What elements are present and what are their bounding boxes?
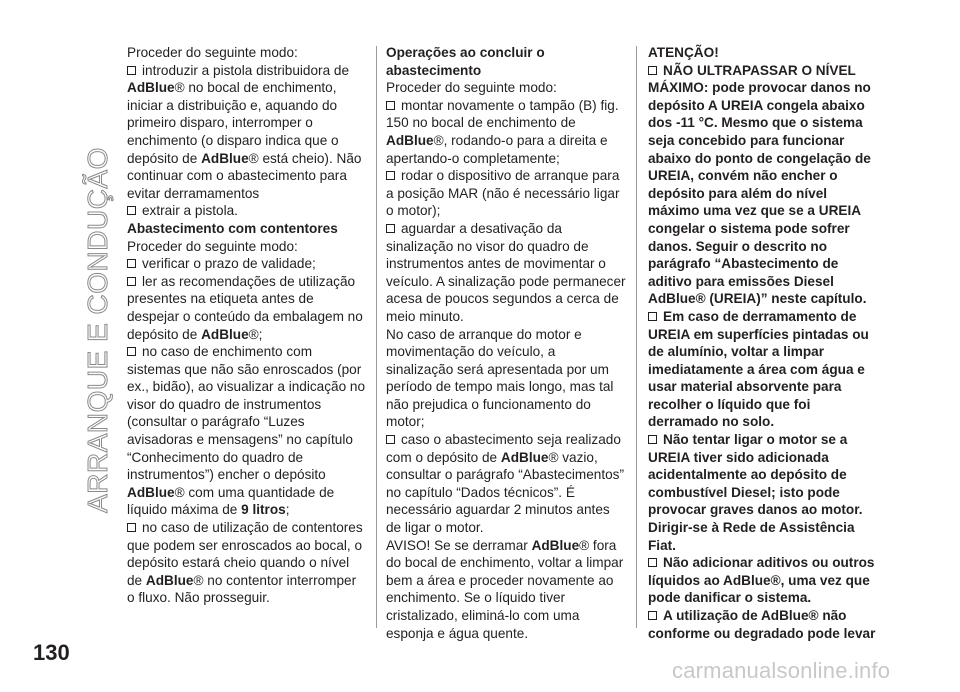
warning-item: NÃO ULTRAPASSAR O NÍVEL MÁXIMO: pode provocar danos no depósito A UREIA congela abaixo dos -11 °C. Mesmo que o sistema seja concebido para funcionar abaixo do ponto de congelação de UREIA, convém não encher o depósito para além do nível máximo uma vez que se a UREIA congelar o sistema pode sofrer danos. Seguir o descrito no parágrafo “Abastecimento de aditivo para emissões Diesel AdBlue® (UREIA)” neste capítulo.: [648, 62, 871, 307]
column-divider-2: [636, 46, 637, 628]
list-item: rodar o dispositivo de arranque para a posição MAR (não é necessário ligar o motor);: [386, 168, 620, 219]
checkbox-bullet-icon: [127, 66, 136, 75]
warning-item: A utilização de AdBlue® não conforme ou degradado pode levar: [648, 608, 876, 641]
list-item: no caso de utilização de contentores que podem ser enroscados ao bocal, o depósito estará cheio quando o nível de AdBlue® no contentor interromper o fluxo. Não prosseguir.: [127, 520, 363, 606]
watermark: carmanualsonline.info: [672, 658, 891, 683]
list-item: verificar o prazo de validade;: [127, 255, 367, 273]
column-1: [127, 44, 367, 607]
checkbox-bullet-icon: [127, 277, 136, 286]
checkbox-bullet-icon: [648, 435, 657, 444]
checkbox-bullet-icon: [386, 435, 395, 444]
intro-text: Proceder do seguinte modo:: [127, 45, 298, 60]
column-divider-1: [376, 46, 377, 628]
intro-text: Proceder do seguinte modo:: [127, 238, 298, 254]
page-number: 130: [33, 640, 70, 665]
checkbox-bullet-icon: [648, 66, 657, 75]
paragraph: No caso de arranque do motor e movimentação do veículo, a sinalização será apresentada por um período de tempo mais longo, mas tal não prejudica o funcionamento do motor;: [386, 326, 614, 430]
list-item: ler as recomendações de utilização presentes na etiqueta antes de despejar o conteúdo da embalagem no depósito de AdBlue®;: [127, 273, 363, 342]
warning-item: Em caso de derramamento de UREIA em superfícies pintadas ou de alumínio, voltar a limpar imediatamente a área com água e usar material absorvente para recolher o líquido que foi derramado no solo.: [648, 308, 869, 430]
section-heading: Abastecimento com contentores: [127, 220, 338, 236]
list-item: montar novamente o tampão (B) fig. 150 no bocal de enchimento de AdBlue®, rodando-o para a direita e apertando-o completamente;: [386, 97, 619, 166]
checkbox-bullet-icon: [127, 523, 136, 532]
checkbox-bullet-icon: [386, 171, 395, 180]
warning-heading: ATENÇÃO!: [648, 45, 719, 60]
checkbox-bullet-icon: [127, 347, 136, 356]
column-3: [648, 44, 880, 642]
checkbox-bullet-icon: [386, 101, 395, 110]
checkbox-bullet-icon: [127, 259, 136, 268]
chapter-side-title: ARRANQUE E CONDUÇÃO: [82, 147, 113, 513]
checkbox-bullet-icon: [648, 312, 657, 321]
list-item: extrair a pistola.: [127, 202, 367, 220]
list-item: no caso de enchimento com sistemas que não são enroscados (por ex., bidão), ao visualizar a indicação no visor do quadro de instrumentos (consultar o parágrafo “Luzes avisadoras e mensagens” no capítulo “Conhecimento do quadro de instrumentos”) encher o depósito AdBlue® com uma quantidade de líquido máxima de 9 litros;: [127, 344, 366, 518]
column-2: [386, 44, 626, 642]
checkbox-bullet-icon: [386, 224, 395, 233]
section-heading: Operações ao concluir o abastecimento: [386, 45, 545, 78]
checkbox-bullet-icon: [648, 558, 657, 567]
list-item: aguardar a desativação da sinalização no visor do quadro de instrumentos antes de movimentar o veículo. A sinalização pode permanecer acesa de poucos segundos a cerca de meio minuto.: [386, 220, 626, 324]
list-item: introduzir a pistola distribuidora de AdBlue® no bocal de enchimento, iniciar a distribuição e, aquando do primeiro disparo, interromper o enchimento (o disparo indica que o depósito de AdBlue® está cheio). Não continuar com o abastecimento para evitar derramamentos: [127, 62, 362, 201]
warning-paragraph: AVISO! Se se derramar AdBlue® fora do bocal de enchimento, voltar a limpar bem a área e proceder novamente ao enchimento. Se o líquido tiver cristalizado, eliminá-lo com uma esponja e água quente.: [386, 537, 624, 641]
checkbox-bullet-icon: [127, 206, 136, 215]
list-item: caso o abastecimento seja realizado com o depósito de AdBlue® vazio, consultar o parágrafo “Abastecimentos” no capítulo “Dados técnicos”. É necessário aguardar 2 minutos antes de ligar o motor.: [386, 432, 625, 536]
warning-item: Não tentar ligar o motor se a UREIA tiver sido adicionada acidentalmente ao depósito de combustível Diesel; isto pode provocar graves danos ao motor. Dirigir-se à Rede de Assistência Fiat.: [648, 432, 863, 553]
intro-text: Proceder do seguinte modo:: [386, 80, 557, 96]
warning-item: Não adicionar aditivos ou outros líquidos ao AdBlue®, uma vez que pode danificar o sistema.: [648, 555, 875, 606]
checkbox-bullet-icon: [648, 611, 657, 620]
